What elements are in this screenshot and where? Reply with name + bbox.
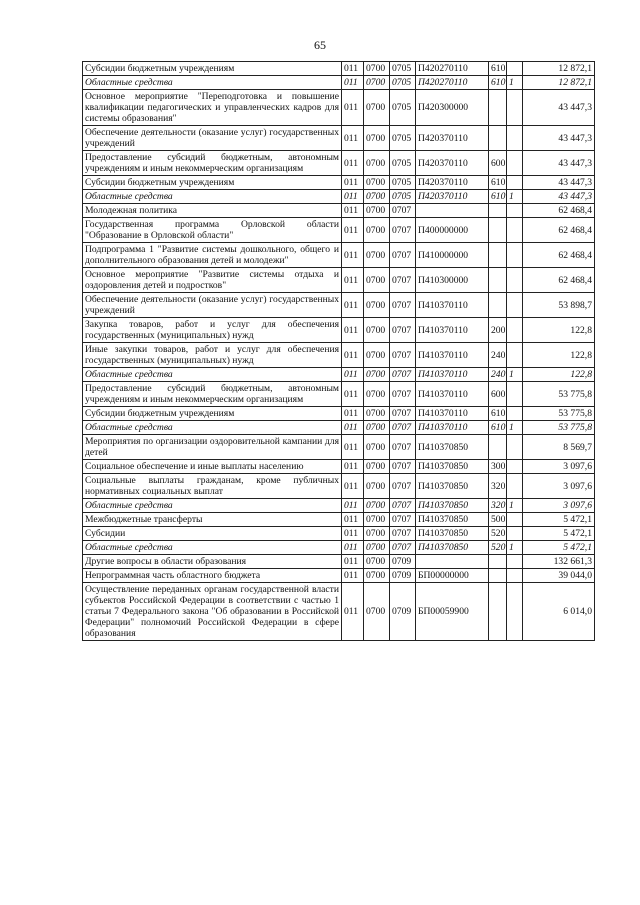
section-code: 0700 (364, 343, 390, 368)
row-name: Субсидии бюджетным учреждениям (83, 407, 342, 421)
admin-code: 011 (342, 176, 364, 190)
amount: 62 468,4 (523, 268, 595, 293)
table-row (83, 90, 595, 126)
amount: 39 044,0 (523, 569, 595, 583)
row-name: Областные средства (83, 368, 342, 382)
funding-source (507, 527, 523, 541)
table-row (83, 382, 595, 407)
amount: 53 775,8 (523, 382, 595, 407)
subsection-code: 0707 (390, 435, 416, 460)
subsection-code: 0707 (390, 368, 416, 382)
subsection-code: 0705 (390, 151, 416, 176)
admin-code: 011 (342, 90, 364, 126)
row-name: Обеспечение деятельности (оказание услуг) государственных учреждений (83, 293, 342, 318)
table-row (83, 218, 595, 243)
expense-type: 520 (489, 527, 507, 541)
funding-source (507, 555, 523, 569)
subsection-code: 0707 (390, 343, 416, 368)
subsection-code: 0707 (390, 499, 416, 513)
target-article: П420270110 (416, 76, 489, 90)
funding-source: 1 (507, 499, 523, 513)
target-article: П410370850 (416, 513, 489, 527)
funding-source (507, 382, 523, 407)
row-name: Обеспечение деятельности (оказание услуг) государственных учреждений (83, 126, 342, 151)
funding-source (507, 268, 523, 293)
amount: 43 447,3 (523, 176, 595, 190)
admin-code: 011 (342, 318, 364, 343)
funding-source (507, 460, 523, 474)
expense-type: 600 (489, 151, 507, 176)
admin-code: 011 (342, 421, 364, 435)
funding-source: 1 (507, 76, 523, 90)
amount: 53 775,8 (523, 421, 595, 435)
table-row (83, 541, 595, 555)
funding-source (507, 90, 523, 126)
table-row (83, 243, 595, 268)
amount: 5 472,1 (523, 527, 595, 541)
admin-code: 011 (342, 382, 364, 407)
target-article: П400000000 (416, 218, 489, 243)
expense-type (489, 218, 507, 243)
section-code: 0700 (364, 293, 390, 318)
amount: 53 775,8 (523, 407, 595, 421)
subsection-code: 0707 (390, 460, 416, 474)
row-name: Основное мероприятие "Переподготовка и повышение квалификации педагогических и управленческих кадров для системы образования" (83, 90, 342, 126)
subsection-code: 0707 (390, 474, 416, 499)
row-name: Осуществление переданных органам государственной власти субъектов Российской Федерации в соответствии с частью 1 статьи 7 Федерального закона "Об образовании в Российской Федерации" полномочий Российской Федерации в сфере образования (83, 583, 342, 641)
table-row (83, 435, 595, 460)
admin-code: 011 (342, 368, 364, 382)
table-row (83, 190, 595, 204)
table-row (83, 368, 595, 382)
section-code: 0700 (364, 421, 390, 435)
target-article: П410370110 (416, 343, 489, 368)
subsection-code: 0707 (390, 268, 416, 293)
expense-type (489, 435, 507, 460)
expense-type (489, 583, 507, 641)
expense-type (489, 569, 507, 583)
section-code: 0700 (364, 555, 390, 569)
admin-code: 011 (342, 541, 364, 555)
row-name: Субсидии бюджетным учреждениям (83, 176, 342, 190)
expense-type: 320 (489, 474, 507, 499)
target-article: П410370850 (416, 474, 489, 499)
section-code: 0700 (364, 499, 390, 513)
subsection-code: 0707 (390, 527, 416, 541)
subsection-code: 0705 (390, 62, 416, 76)
amount: 122,8 (523, 368, 595, 382)
admin-code: 011 (342, 569, 364, 583)
target-article: П410370850 (416, 435, 489, 460)
subsection-code: 0705 (390, 76, 416, 90)
section-code: 0700 (364, 541, 390, 555)
target-article: П410370110 (416, 421, 489, 435)
row-name: Областные средства (83, 541, 342, 555)
subsection-code: 0707 (390, 243, 416, 268)
section-code: 0700 (364, 204, 390, 218)
admin-code: 011 (342, 527, 364, 541)
amount: 43 447,3 (523, 190, 595, 204)
admin-code: 011 (342, 62, 364, 76)
funding-source (507, 176, 523, 190)
section-code: 0700 (364, 76, 390, 90)
admin-code: 011 (342, 190, 364, 204)
expense-type: 240 (489, 343, 507, 368)
funding-source (507, 151, 523, 176)
target-article: БП00000000 (416, 569, 489, 583)
row-name: Молодежная политика (83, 204, 342, 218)
subsection-code: 0707 (390, 204, 416, 218)
section-code: 0700 (364, 268, 390, 293)
row-name: Областные средства (83, 421, 342, 435)
amount: 3 097,6 (523, 499, 595, 513)
admin-code: 011 (342, 460, 364, 474)
subsection-code: 0707 (390, 318, 416, 343)
admin-code: 011 (342, 293, 364, 318)
table-row (83, 513, 595, 527)
amount: 53 898,7 (523, 293, 595, 318)
subsection-code: 0705 (390, 126, 416, 151)
expense-type: 610 (489, 76, 507, 90)
amount: 5 472,1 (523, 513, 595, 527)
target-article: П410370850 (416, 499, 489, 513)
expense-type (489, 293, 507, 318)
admin-code: 011 (342, 583, 364, 641)
expense-type: 300 (489, 460, 507, 474)
funding-source (507, 407, 523, 421)
row-name: Субсидии бюджетным учреждениям (83, 62, 342, 76)
target-article: П410000000 (416, 243, 489, 268)
row-name: Основное мероприятие "Развитие системы отдыха и оздоровления детей и подростков" (83, 268, 342, 293)
table-row (83, 499, 595, 513)
target-article: П420370110 (416, 190, 489, 204)
funding-source (507, 513, 523, 527)
section-code: 0700 (364, 243, 390, 268)
expense-type (489, 204, 507, 218)
row-name: Непрограммная часть областного бюджета (83, 569, 342, 583)
section-code: 0700 (364, 460, 390, 474)
table-row (83, 407, 595, 421)
target-article: П410370110 (416, 318, 489, 343)
amount: 6 014,0 (523, 583, 595, 641)
section-code: 0700 (364, 583, 390, 641)
amount: 62 468,4 (523, 243, 595, 268)
admin-code: 011 (342, 151, 364, 176)
target-article: БП00059900 (416, 583, 489, 641)
subsection-code: 0707 (390, 513, 416, 527)
funding-source: 1 (507, 190, 523, 204)
funding-source (507, 343, 523, 368)
admin-code: 011 (342, 243, 364, 268)
row-name: Предоставление субсидий бюджетным, автономным учреждениям и иным некоммерческим организациям (83, 151, 342, 176)
funding-source (507, 243, 523, 268)
amount: 12 872,1 (523, 76, 595, 90)
admin-code: 011 (342, 555, 364, 569)
target-article: П420270110 (416, 62, 489, 76)
funding-source (507, 126, 523, 151)
table-row (83, 555, 595, 569)
funding-source (507, 435, 523, 460)
expense-type: 200 (489, 318, 507, 343)
admin-code: 011 (342, 268, 364, 293)
expense-type: 610 (489, 62, 507, 76)
row-name: Другие вопросы в области образования (83, 555, 342, 569)
amount: 122,8 (523, 318, 595, 343)
section-code: 0700 (364, 126, 390, 151)
row-name: Подпрограмма 1 "Развитие системы дошкольного, общего и дополнительного образования детей и молодежи" (83, 243, 342, 268)
table-row (83, 569, 595, 583)
section-code: 0700 (364, 382, 390, 407)
target-article: П420370110 (416, 176, 489, 190)
target-article: П420370110 (416, 126, 489, 151)
subsection-code: 0709 (390, 555, 416, 569)
target-article: П410370850 (416, 527, 489, 541)
target-article: П420370110 (416, 151, 489, 176)
admin-code: 011 (342, 76, 364, 90)
table-row (83, 62, 595, 76)
section-code: 0700 (364, 527, 390, 541)
target-article: П410300000 (416, 268, 489, 293)
section-code: 0700 (364, 90, 390, 126)
subsection-code: 0707 (390, 218, 416, 243)
amount: 8 569,7 (523, 435, 595, 460)
expense-type: 610 (489, 190, 507, 204)
admin-code: 011 (342, 435, 364, 460)
amount: 62 468,4 (523, 204, 595, 218)
subsection-code: 0707 (390, 382, 416, 407)
admin-code: 011 (342, 513, 364, 527)
expense-type: 610 (489, 421, 507, 435)
amount: 12 872,1 (523, 62, 595, 76)
expense-type: 600 (489, 382, 507, 407)
subsection-code: 0709 (390, 583, 416, 641)
subsection-code: 0707 (390, 407, 416, 421)
expense-type (489, 126, 507, 151)
table-row (83, 176, 595, 190)
funding-source (507, 583, 523, 641)
admin-code: 011 (342, 218, 364, 243)
subsection-code: 0705 (390, 176, 416, 190)
admin-code: 011 (342, 499, 364, 513)
row-name: Социальное обеспечение и иные выплаты населению (83, 460, 342, 474)
funding-source (507, 62, 523, 76)
table-row (83, 151, 595, 176)
row-name: Государственная программа Орловской области "Образование в Орловской области" (83, 218, 342, 243)
row-name: Областные средства (83, 76, 342, 90)
section-code: 0700 (364, 474, 390, 499)
target-article: П410370850 (416, 460, 489, 474)
row-name: Иные закупки товаров, работ и услуг для обеспечения государственных (муниципальных) нужд (83, 343, 342, 368)
amount: 132 661,3 (523, 555, 595, 569)
section-code: 0700 (364, 407, 390, 421)
section-code: 0700 (364, 151, 390, 176)
subsection-code: 0709 (390, 569, 416, 583)
target-article: П410370110 (416, 368, 489, 382)
table-row (83, 421, 595, 435)
target-article (416, 555, 489, 569)
table-row (83, 474, 595, 499)
table-row (83, 268, 595, 293)
amount: 43 447,3 (523, 90, 595, 126)
target-article: П410370110 (416, 407, 489, 421)
expense-type: 500 (489, 513, 507, 527)
expense-type (489, 90, 507, 126)
target-article (416, 204, 489, 218)
row-name: Предоставление субсидий бюджетным, автономным учреждениям и иным некоммерческим организациям (83, 382, 342, 407)
page-number: 65 (314, 38, 326, 52)
amount: 5 472,1 (523, 541, 595, 555)
funding-source (507, 218, 523, 243)
funding-source: 1 (507, 421, 523, 435)
row-name: Областные средства (83, 190, 342, 204)
expense-type (489, 555, 507, 569)
funding-source (507, 318, 523, 343)
admin-code: 011 (342, 204, 364, 218)
section-code: 0700 (364, 513, 390, 527)
section-code: 0700 (364, 176, 390, 190)
funding-source: 1 (507, 368, 523, 382)
table-row (83, 293, 595, 318)
subsection-code: 0705 (390, 90, 416, 126)
row-name: Областные средства (83, 499, 342, 513)
expense-type (489, 243, 507, 268)
amount: 122,8 (523, 343, 595, 368)
target-article: П410370110 (416, 293, 489, 318)
row-name: Социальные выплаты гражданам, кроме публичных нормативных социальных выплат (83, 474, 342, 499)
table-row (83, 343, 595, 368)
expense-type: 610 (489, 176, 507, 190)
budget-table (82, 61, 595, 641)
section-code: 0700 (364, 368, 390, 382)
section-code: 0700 (364, 190, 390, 204)
funding-source: 1 (507, 541, 523, 555)
expense-type: 240 (489, 368, 507, 382)
section-code: 0700 (364, 435, 390, 460)
table-row (83, 318, 595, 343)
section-code: 0700 (364, 218, 390, 243)
table-row (83, 76, 595, 90)
funding-source (507, 474, 523, 499)
table-row (83, 460, 595, 474)
subsection-code: 0707 (390, 541, 416, 555)
section-code: 0700 (364, 62, 390, 76)
admin-code: 011 (342, 126, 364, 151)
admin-code: 011 (342, 407, 364, 421)
amount: 3 097,6 (523, 460, 595, 474)
target-article: П410370110 (416, 382, 489, 407)
admin-code: 011 (342, 343, 364, 368)
expense-type: 610 (489, 407, 507, 421)
table-row (83, 204, 595, 218)
row-name: Межбюджетные трансферты (83, 513, 342, 527)
row-name: Закупка товаров, работ и услуг для обеспечения государственных (муниципальных) нужд (83, 318, 342, 343)
admin-code: 011 (342, 474, 364, 499)
amount: 3 097,6 (523, 474, 595, 499)
target-article: П420300000 (416, 90, 489, 126)
target-article: П410370850 (416, 541, 489, 555)
amount: 62 468,4 (523, 218, 595, 243)
amount: 43 447,3 (523, 126, 595, 151)
table-row (83, 583, 595, 641)
row-name: Субсидии (83, 527, 342, 541)
table-row (83, 527, 595, 541)
subsection-code: 0707 (390, 293, 416, 318)
section-code: 0700 (364, 569, 390, 583)
subsection-code: 0705 (390, 190, 416, 204)
funding-source (507, 204, 523, 218)
section-code: 0700 (364, 318, 390, 343)
funding-source (507, 569, 523, 583)
funding-source (507, 293, 523, 318)
table-row (83, 126, 595, 151)
subsection-code: 0707 (390, 421, 416, 435)
budget-table-body (83, 62, 595, 641)
row-name: Мероприятия по организации оздоровительной кампании для детей (83, 435, 342, 460)
expense-type: 320 (489, 499, 507, 513)
expense-type: 520 (489, 541, 507, 555)
amount: 43 447,3 (523, 151, 595, 176)
expense-type (489, 268, 507, 293)
